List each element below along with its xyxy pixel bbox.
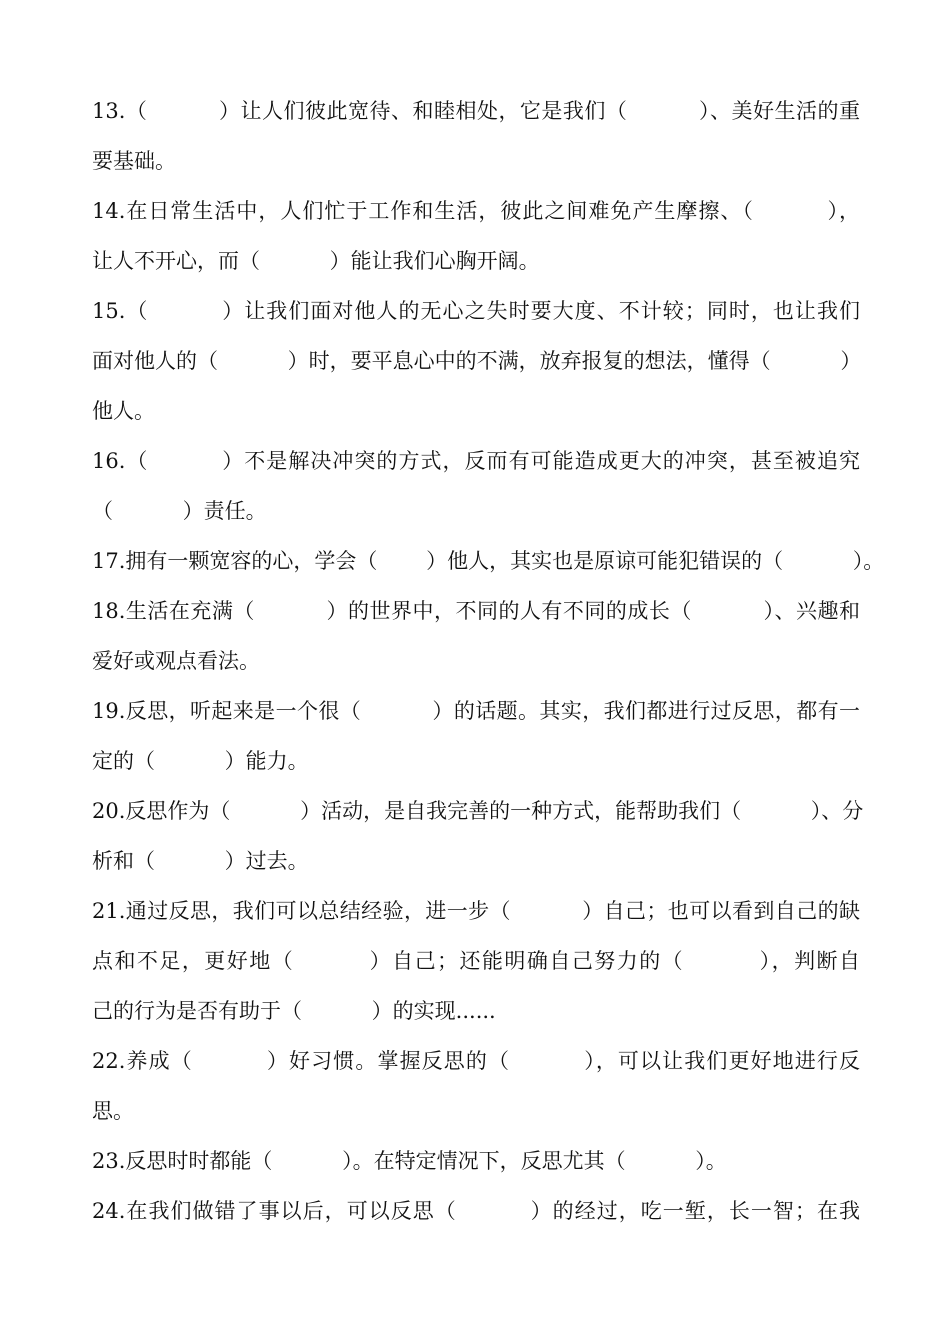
- question-19-line-2: 定的（ ）能力。: [92, 749, 309, 773]
- question-21-line-3: 己的行为是否有助于（ ）的实现......: [92, 999, 496, 1023]
- question-24-line-1: 24.在我们做错了事以后，可以反思（ ）的经过，吃一堑，长一智；在我: [92, 1199, 860, 1223]
- question-22-line-2: 思。: [92, 1099, 134, 1123]
- question-15-line-1: 15.（ ）让我们面对他人的无心之失时要大度、不计较；同时，也让我们: [92, 299, 860, 323]
- question-20-line-2: 析和（ ）过去。: [92, 849, 309, 873]
- question-16-line-1: 16.（ ）不是解决冲突的方式，反而有可能造成更大的冲突，甚至被追究: [92, 449, 860, 473]
- question-23-line-1: 23.反思时时都能（ ）。在特定情况下，反思尤其（ ）。: [92, 1149, 727, 1173]
- question-17-line-1: 17.拥有一颗宽容的心，学会（ ）他人，其实也是原谅可能犯错误的（ ）。: [92, 549, 885, 573]
- question-14-line-2: 让人不开心，而（ ）能让我们心胸开阔。: [92, 249, 540, 273]
- question-14-line-1: 14.在日常生活中，人们忙于工作和生活，彼此之间难免产生摩擦、（ ），: [92, 199, 860, 223]
- question-16-line-2: （ ）责任。: [92, 499, 267, 523]
- question-13-line-1: 13.（ ）让人们彼此宽待、和睦相处，它是我们（ ）、美好生活的重: [92, 99, 860, 123]
- question-15-line-3: 他人。: [92, 399, 155, 423]
- question-15-line-2: 面对他人的（ ）时，要平息心中的不满，放弃报复的想法，懂得（ ）: [92, 349, 862, 373]
- question-18-line-1: 18.生活在充满（ ）的世界中，不同的人有不同的成长（ ）、兴趣和: [92, 599, 860, 623]
- question-21-line-1: 21.通过反思，我们可以总结经验，进一步（ ）自己；也可以看到自己的缺: [92, 899, 860, 923]
- question-13-line-2: 要基础。: [92, 149, 176, 173]
- question-19-line-1: 19.反思，听起来是一个很（ ）的话题。其实，我们都进行过反思，都有一: [92, 699, 860, 723]
- question-18-line-2: 爱好或观点看法。: [92, 649, 260, 673]
- question-22-line-1: 22.养成（ ）好习惯。掌握反思的（ ），可以让我们更好地进行反: [92, 1049, 860, 1073]
- question-20-line-1: 20.反思作为（ ）活动，是自我完善的一种方式，能帮助我们（ ）、分: [92, 799, 864, 823]
- question-21-line-2: 点和不足，更好地（ ）自己；还能明确自己努力的（ ），判断自: [92, 949, 860, 973]
